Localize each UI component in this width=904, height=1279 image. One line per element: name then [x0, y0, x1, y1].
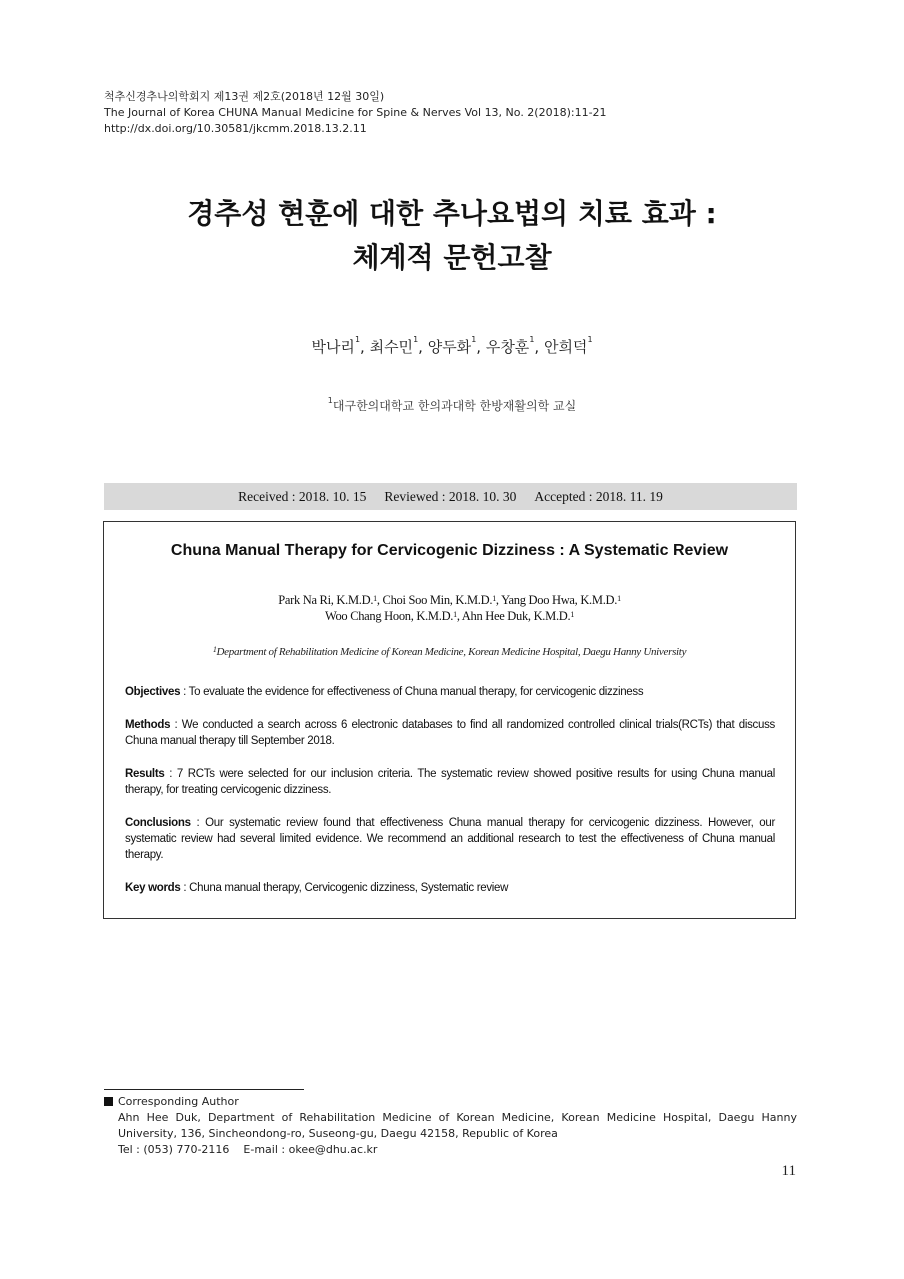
- abstract-sections: [125, 684, 775, 913]
- section-label: Objectives: [125, 686, 181, 698]
- footnote-address: Ahn Hee Duk, Department of Rehabilitation Medicine of Korean Medicine, Korean Medicine Hospital, Daegu Hanny University, 136, Sincheondong-ro, Suseong-gu, Daegu 42158, Republic of Korea: [118, 1111, 797, 1140]
- korean-title-line-2: 체계적 문헌고찰: [352, 241, 552, 274]
- footnote-divider: [104, 1089, 304, 1090]
- footnote-contact: [104, 1142, 797, 1158]
- english-authors-line-2: Woo Chang Hoon, K.M.D.$^1$, Ahn Hee Duk, K.M.D.$^1$: [324, 609, 575, 623]
- section-label: Conclusions: [125, 817, 191, 829]
- review-dates-bar: [104, 483, 797, 510]
- received-date: Received : 2018. 10. 15: [238, 488, 367, 504]
- methods-section: [125, 717, 775, 749]
- author-name: Woo Chang Hoon, K.M.D.: [324, 609, 454, 623]
- abstract-box: [103, 521, 796, 919]
- english-affiliation: [104, 646, 795, 658]
- section-text: : Chuna manual therapy, Cervicogenic dizziness, Systematic review: [180, 882, 509, 894]
- section-text: : Our systematic review found that effectiveness Chuna manual therapy for cervicogenic dizziness. However, our systematic review had several limited evidence. We recommend an additional research to test the effectiveness of Chuna manual therapy.: [125, 817, 775, 861]
- korean-title-line-1: 경추성 현훈에 대한 추나요법의 치료 효과 :: [187, 197, 717, 230]
- keywords-section: [125, 880, 775, 896]
- corresponding-author-footnote: [104, 1094, 797, 1158]
- journal-header-korean: 척추신경추나의학회지 제13권 제2호(2018년 12월 30일): [104, 90, 385, 103]
- author-affiliation-mark: 1: [354, 335, 361, 344]
- affiliation-mark: 1: [212, 645, 217, 654]
- author-name: Yang Doo Hwa, K.M.D.: [501, 593, 618, 607]
- section-label: Key words: [125, 882, 181, 894]
- footnote-email[interactable]: E-mail : okee@dhu.ac.kr: [243, 1143, 378, 1156]
- english-title: Chuna Manual Therapy for Cervicogenic Dizziness : A Systematic Review: [170, 542, 729, 559]
- author-affiliation-mark: 1: [529, 335, 535, 344]
- section-text: : 7 RCTs were selected for our inclusion criteria. The systematic review showed positive results for using Chuna manual therapy, for treating cervicogenic dizziness.: [125, 768, 775, 796]
- author-affiliation-mark: 1: [373, 594, 377, 603]
- objectives-section: [125, 684, 775, 700]
- author-name: 양두화: [427, 338, 472, 356]
- author-affiliation-mark: 1: [492, 594, 496, 603]
- author-name: 우창훈: [485, 338, 530, 356]
- author-affiliation-mark: 1: [471, 335, 477, 344]
- reviewed-date: Reviewed : 2018. 10. 30: [384, 488, 517, 504]
- page-number: 11: [781, 1163, 796, 1179]
- korean-authors: 박나리$^1$, 최수민$^1$, 양두화$^1$, 우창훈$^1$, 안희덕$^1$: [311, 335, 593, 356]
- author-name: Park Na Ri, K.M.D.: [278, 593, 374, 607]
- square-bullet-icon: [104, 1097, 113, 1106]
- author-affiliation-mark: 1: [570, 610, 575, 619]
- conclusions-section: [125, 815, 775, 863]
- korean-title: [0, 192, 904, 280]
- author-name: Choi Soo Min, K.M.D.: [382, 593, 493, 607]
- section-text: : To evaluate the evidence for effectiveness of Chuna manual therapy, for cervicogenic dizziness: [180, 686, 644, 698]
- author-affiliation-mark: 1: [617, 594, 621, 603]
- doi-link[interactable]: http://dx.doi.org/10.30581/jkcmm.2018.13.2.11: [104, 122, 367, 135]
- results-section: [125, 766, 775, 798]
- author-name: Ahn Hee Duk, K.M.D.: [461, 609, 571, 623]
- journal-header: [104, 89, 607, 137]
- author-name: 안희덕: [543, 338, 588, 356]
- affiliation-mark: 1: [327, 396, 333, 405]
- footnote-tel: Tel : (053) 770-2116: [118, 1143, 230, 1156]
- section-label: Methods: [125, 719, 171, 731]
- author-affiliation-mark: 1: [587, 335, 593, 344]
- korean-affiliation: [0, 397, 904, 414]
- footnote-heading: Corresponding Author: [118, 1095, 239, 1108]
- journal-header-english: The Journal of Korea CHUNA Manual Medicine for Spine & Nerves Vol 13, No. 2(2018):11-21: [104, 106, 607, 119]
- affiliation-text: Department of Rehabilitation Medicine of Korean Medicine, Korean Medicine Hospital, Daegu Hanny University: [216, 646, 687, 658]
- author-name: 박나리: [311, 338, 355, 356]
- affiliation-text: 대구한의대학교 한의과대학 한방재활의학 교실: [332, 399, 577, 413]
- accepted-date: Accepted : 2018. 11. 19: [534, 488, 663, 504]
- section-text: : We conducted a search across 6 electronic databases to find all randomized controlled clinical trials(RCTs) that discuss Chuna manual therapy till September 2018.: [125, 719, 775, 747]
- english-authors: [104, 592, 795, 624]
- section-label: Results: [125, 768, 165, 780]
- footnote-heading-row: [104, 1094, 797, 1110]
- author-name: 최수민: [369, 338, 414, 356]
- author-affiliation-mark: 1: [413, 335, 419, 344]
- english-authors-line-1: Park Na Ri, K.M.D.$^1$, Choi Soo Min, K.M.D.$^1$, Yang Doo Hwa, K.M.D.$^1$: [278, 593, 621, 607]
- author-affiliation-mark: 1: [453, 610, 457, 619]
